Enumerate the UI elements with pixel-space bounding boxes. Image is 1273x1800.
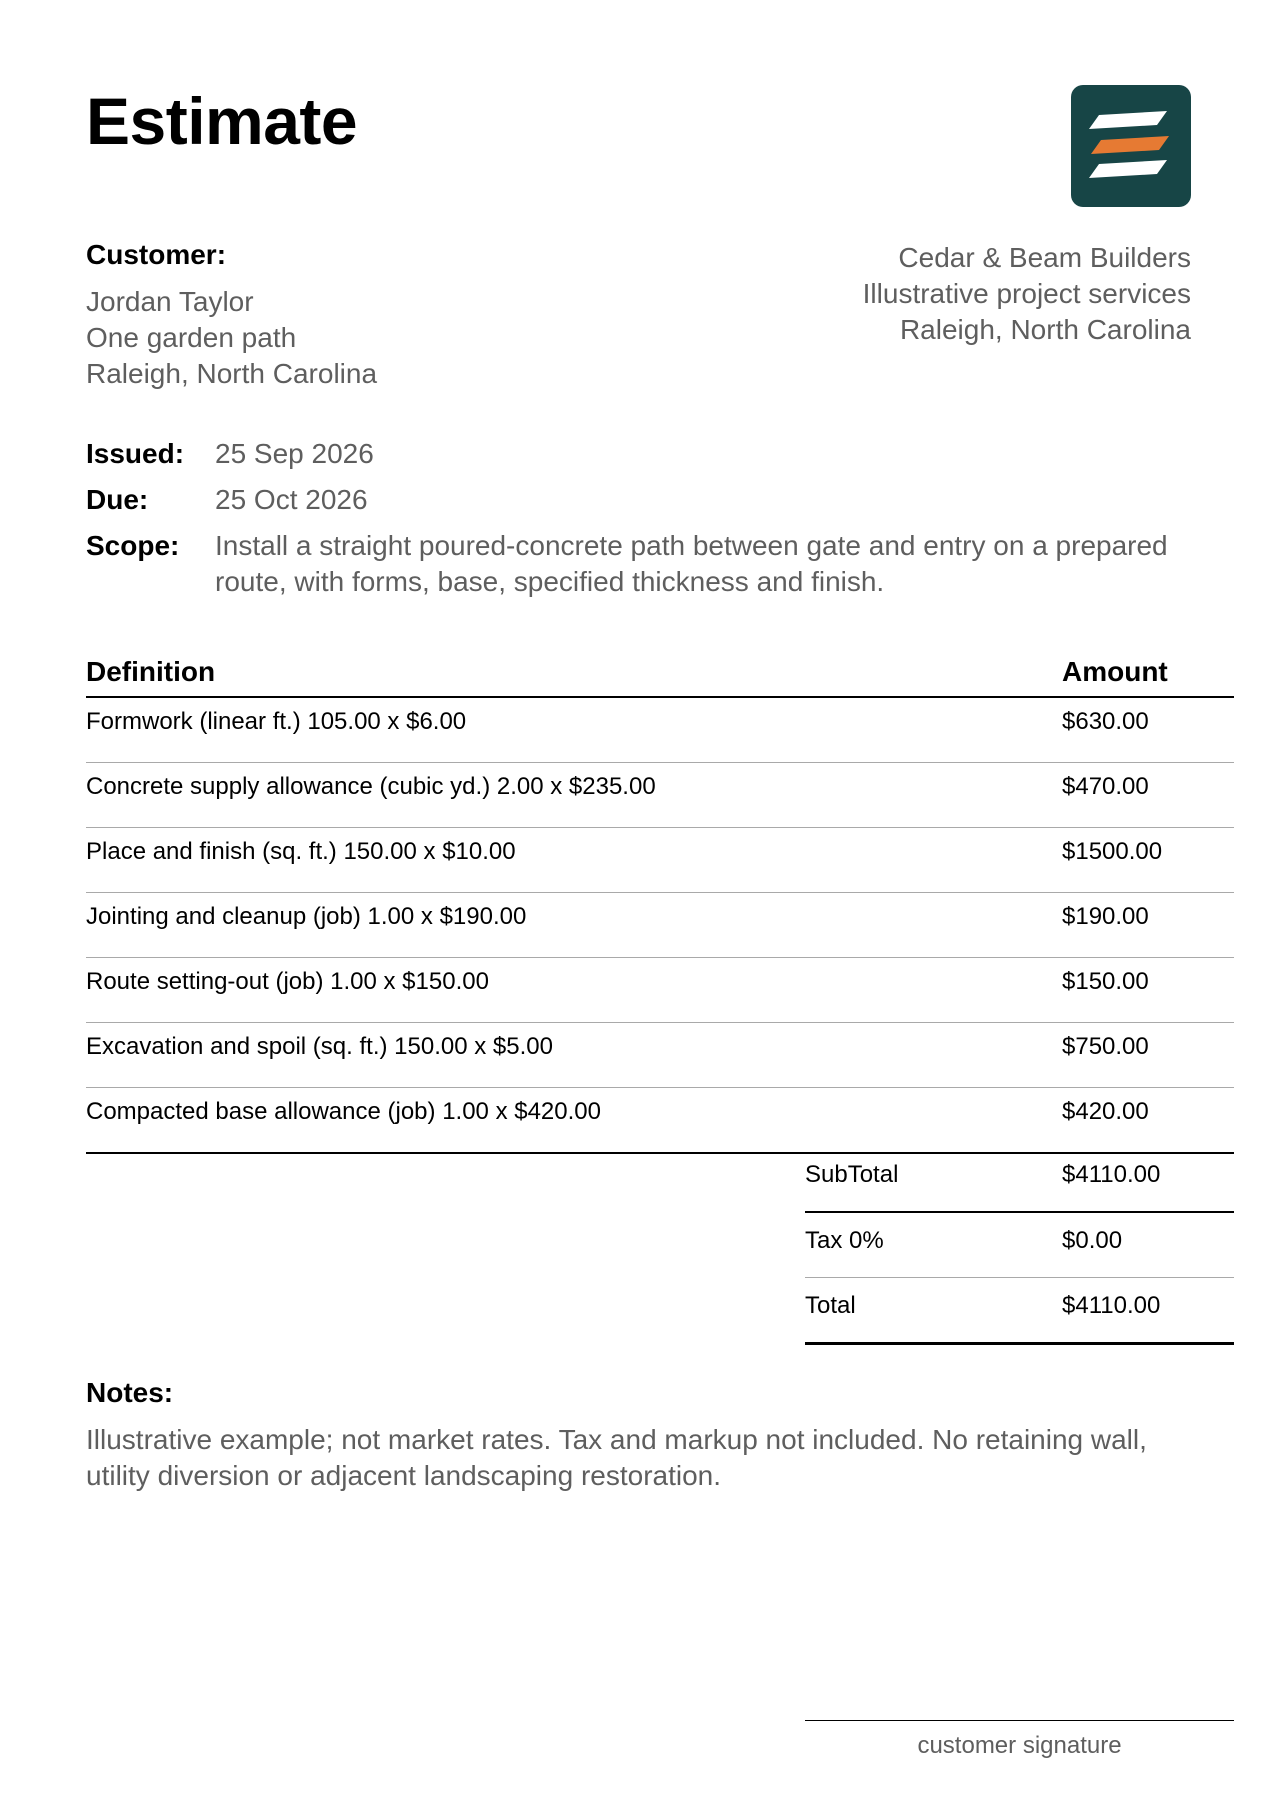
table-header [86,650,1234,698]
row-amount: $420.00 [1062,1098,1149,1125]
total-value: $4110.00 [1062,1292,1161,1319]
row-definition: Jointing and cleanup (job) 1.00 x $190.00 [86,903,527,930]
header-definition: Definition [86,656,216,687]
row-definition: Excavation and spoil (sq. ft.) 150.00 x $5.00 [86,1033,553,1060]
total-label: Total [805,1292,856,1319]
table-row [86,958,1234,1023]
row-amount: $750.00 [1062,1033,1149,1060]
subtotal-label: SubTotal [805,1161,899,1188]
notes-block [86,1378,1216,1494]
subtotal-row [805,1147,1234,1213]
row-definition: Place and finish (sq. ft.) 150.00 x $10.00 [86,838,516,865]
issued-value: 25 Sep 2026 [215,438,374,469]
table-row [86,828,1234,893]
due-label: Due: [86,484,149,515]
company-logo [1071,85,1191,207]
row-amount: $630.00 [1062,708,1149,735]
table-row [86,893,1234,958]
line-items-table [86,650,1234,1154]
row-definition: Formwork (linear ft.) 105.00 x $6.00 [86,708,467,735]
scope-row [86,528,1196,600]
company-name: Cedar & Beam Builders [898,242,1191,273]
tax-label: Tax 0% [805,1227,884,1254]
company-tagline: Illustrative project services [862,278,1191,309]
row-amount: $1500.00 [1062,838,1163,865]
table-body [86,698,1234,1154]
issued-label: Issued: [86,438,185,469]
company-location: Raleigh, North Carolina [899,314,1191,345]
customer-address-line1: One garden path [86,322,297,353]
row-definition: Compacted base allowance (job) 1.00 x $420.00 [86,1098,601,1125]
row-amount: $470.00 [1062,773,1149,800]
signature-label: customer signature [917,1732,1122,1759]
estimate-meta [86,436,1196,610]
total-row [805,1278,1234,1345]
tax-row [805,1213,1234,1278]
table-row [86,1088,1234,1154]
row-amount: $150.00 [1062,968,1149,995]
notes-text: Illustrative example; not market rates. Tax and markup not included. No retaining wall, utility diversion or adjacent landscaping restoration. [86,1424,1147,1491]
row-definition: Route setting-out (job) 1.00 x $150.00 [86,968,489,995]
document-title: Estimate [86,84,358,158]
totals-block [805,1147,1234,1345]
row-amount: $190.00 [1062,903,1149,930]
logo-plank-middle [1091,136,1169,154]
row-definition: Concrete supply allowance (cubic yd.) 2.00 x $235.00 [86,773,656,800]
tax-value: $0.00 [1062,1227,1123,1254]
customer-label: Customer: [86,239,227,270]
due-value: 25 Oct 2026 [215,484,368,515]
scope-value: Install a straight poured-concrete path between gate and entry on a prepared route, with forms, base, specified thickness and finish. [215,530,1168,597]
table-row [86,698,1234,763]
table-row [86,1023,1234,1088]
logo-plank-bottom [1089,160,1167,178]
table-row [86,763,1234,828]
stacked-planks-icon [1071,85,1191,207]
signature-line [805,1720,1234,1721]
company-block [863,240,1191,348]
customer-address-line2: Raleigh, North Carolina [86,358,378,389]
notes-label: Notes: [86,1377,174,1408]
subtotal-value: $4110.00 [1062,1161,1161,1188]
header-amount: Amount [1062,656,1168,687]
due-row [86,482,1196,518]
scope-label: Scope: [86,530,180,561]
customer-block [86,240,377,392]
logo-plank-top [1089,111,1167,129]
customer-name: Jordan Taylor [86,286,254,317]
issued-row [86,436,1196,472]
